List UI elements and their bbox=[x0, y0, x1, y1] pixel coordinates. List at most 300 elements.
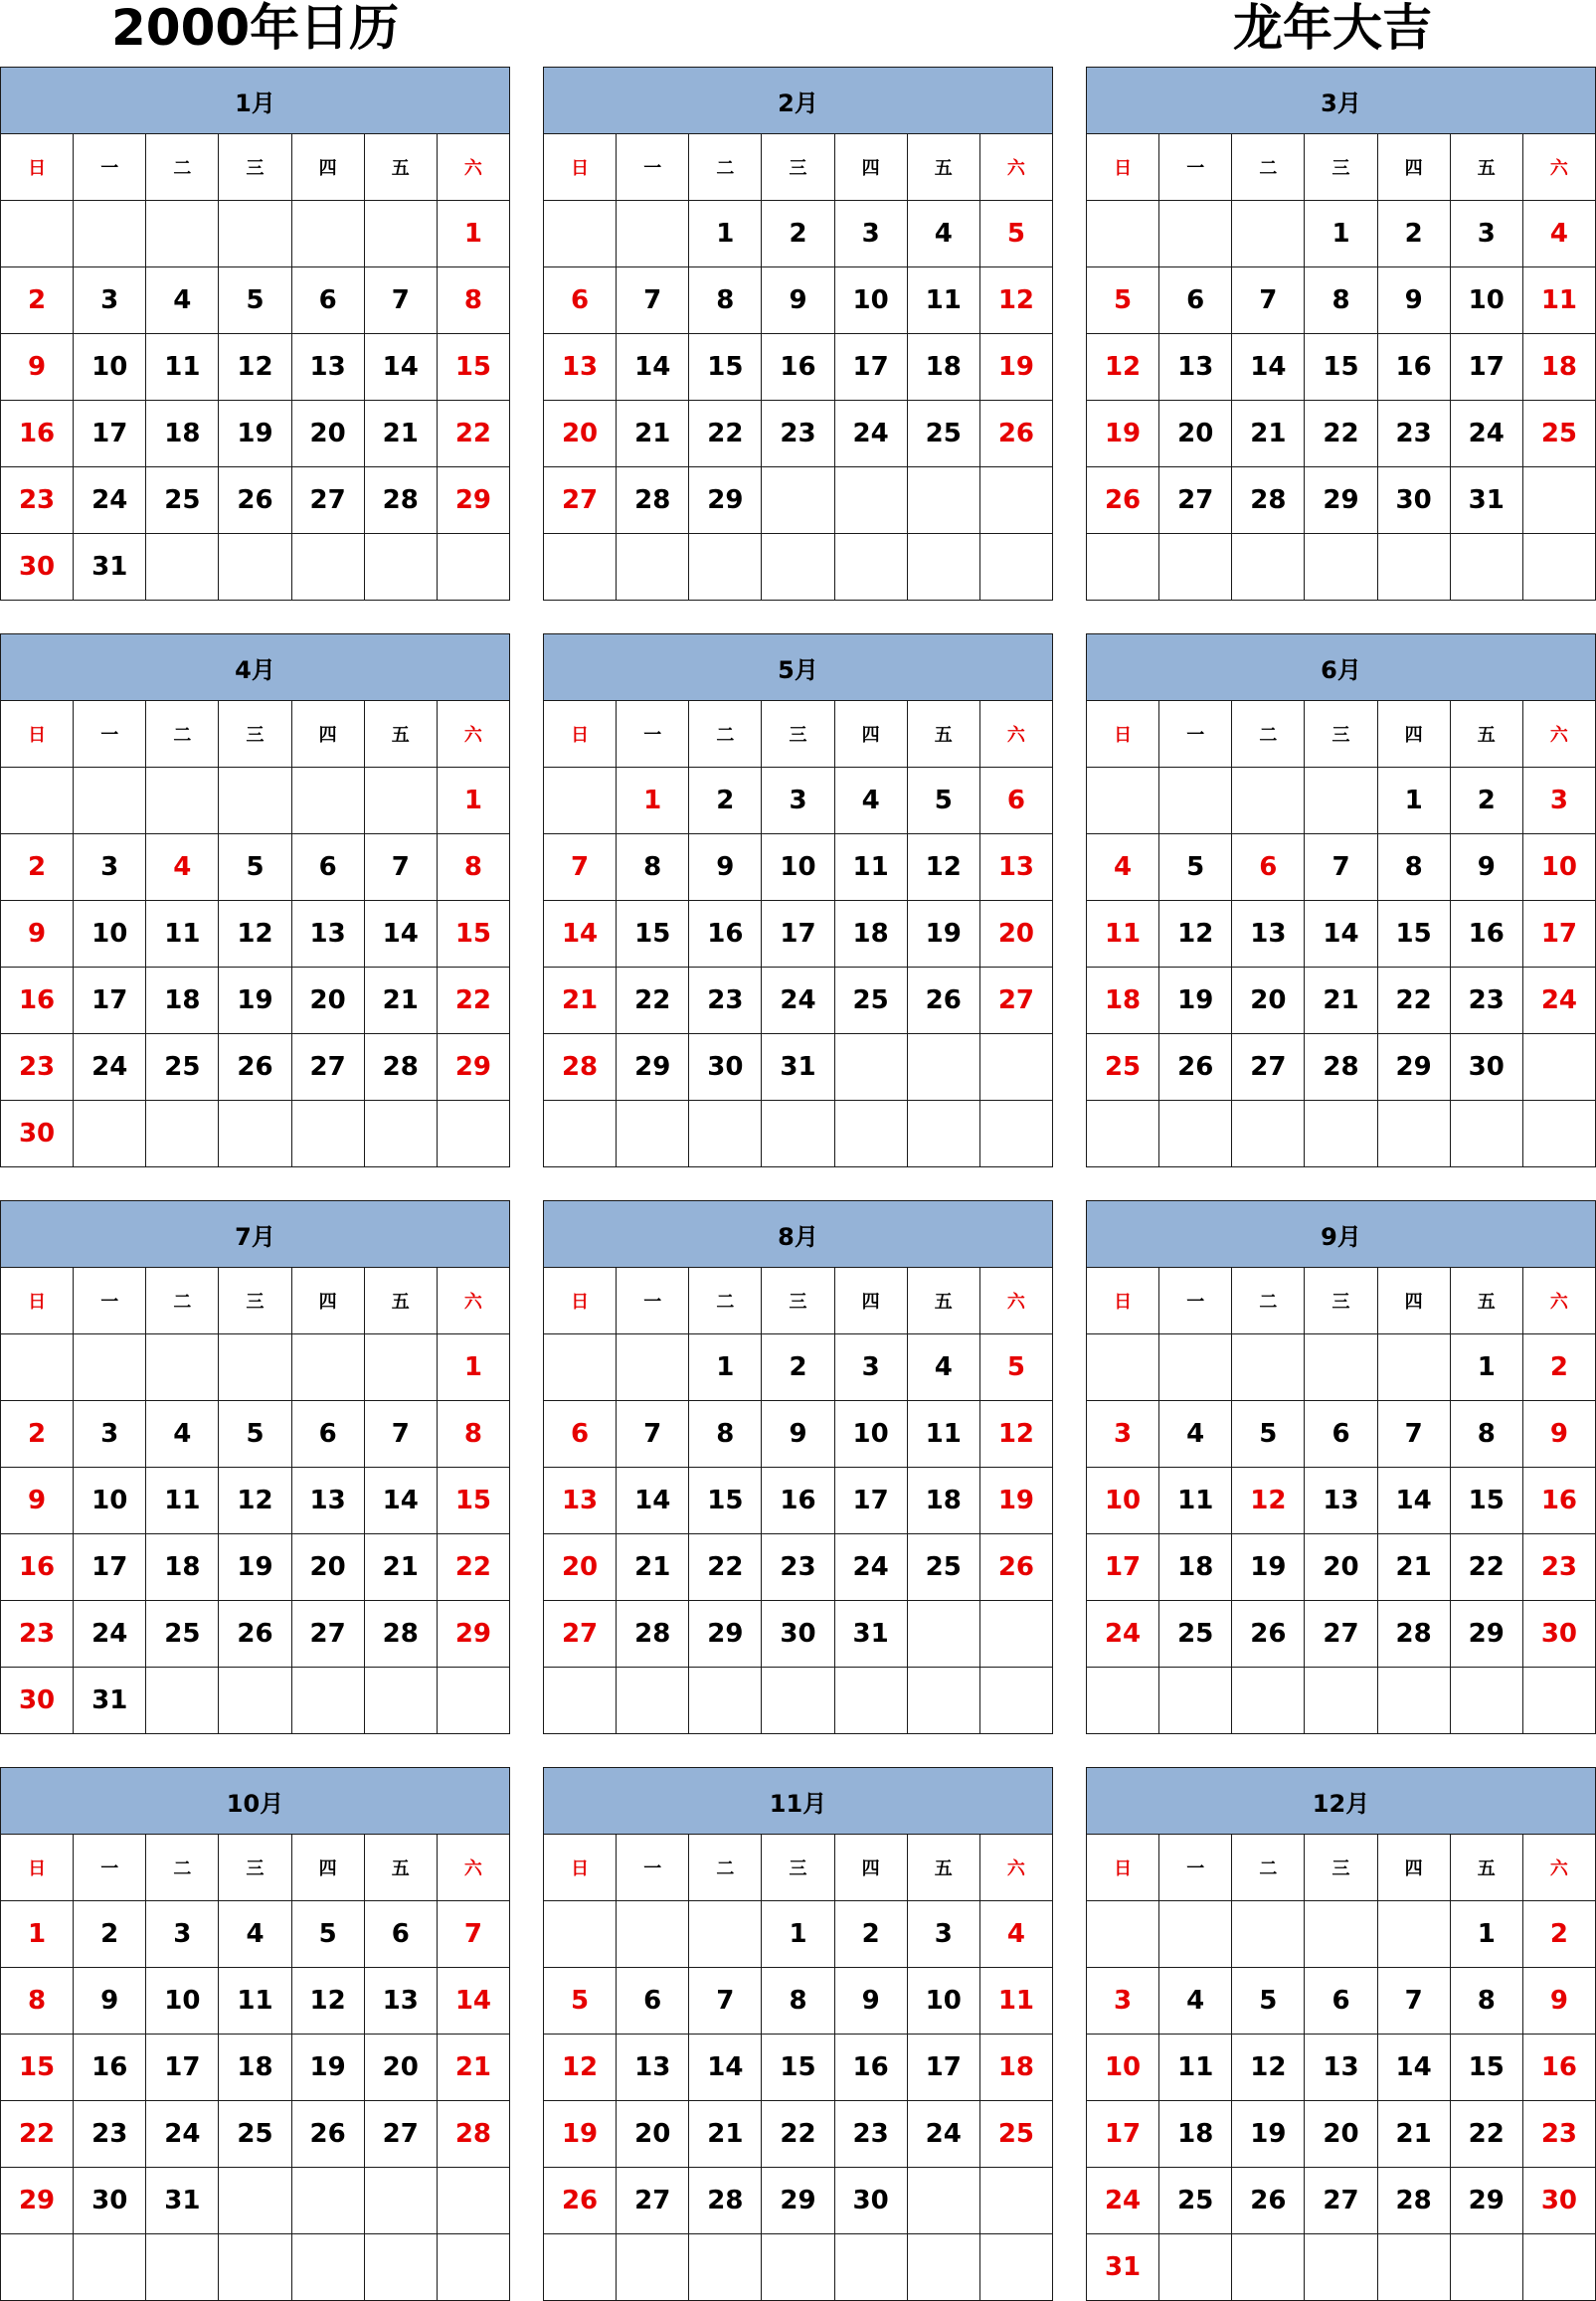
empty-cell bbox=[1232, 1334, 1305, 1401]
weekday-label: 一 bbox=[1159, 701, 1232, 768]
day-cell: 12 bbox=[1232, 2035, 1305, 2101]
weekday-label: 五 bbox=[907, 1268, 979, 1334]
day-cell: 12 bbox=[979, 1401, 1052, 1468]
month-table bbox=[0, 1200, 510, 1734]
day-cell: 18 bbox=[219, 2035, 291, 2101]
day-cell: 10 bbox=[74, 901, 146, 968]
weekday-label: 三 bbox=[219, 1835, 291, 1901]
day-cell: 9 bbox=[834, 1968, 907, 2035]
weekday-label: 六 bbox=[979, 1268, 1052, 1334]
day-cell: 18 bbox=[146, 968, 219, 1034]
day-cell: 5 bbox=[291, 1901, 364, 1968]
day-cell: 1 bbox=[1450, 1901, 1522, 1968]
empty-cell bbox=[1377, 1334, 1450, 1401]
weekday-label: 五 bbox=[907, 1835, 979, 1901]
month-calendar bbox=[0, 1767, 510, 2297]
day-cell: 24 bbox=[74, 1601, 146, 1668]
day-cell: 3 bbox=[834, 1334, 907, 1401]
empty-cell bbox=[689, 1901, 762, 1968]
day-cell: 25 bbox=[146, 1034, 219, 1101]
day-cell: 3 bbox=[1522, 768, 1595, 834]
day-cell: 17 bbox=[74, 1534, 146, 1601]
month-table bbox=[1086, 1767, 1596, 2301]
day-cell: 15 bbox=[437, 1468, 509, 1534]
day-cell: 26 bbox=[1159, 1034, 1232, 1101]
month-table bbox=[1086, 633, 1596, 1167]
day-cell: 21 bbox=[437, 2035, 509, 2101]
day-cell: 23 bbox=[689, 968, 762, 1034]
day-cell: 15 bbox=[437, 334, 509, 401]
month-table bbox=[543, 633, 1053, 1167]
month-header: 3月 bbox=[1087, 68, 1596, 134]
day-cell: 5 bbox=[979, 201, 1052, 267]
day-cell: 22 bbox=[437, 401, 509, 467]
weekday-label: 二 bbox=[146, 134, 219, 201]
empty-cell bbox=[907, 1601, 979, 1668]
empty-cell bbox=[544, 534, 617, 601]
day-cell: 23 bbox=[1522, 1534, 1595, 1601]
empty-cell bbox=[1159, 201, 1232, 267]
weekday-label: 二 bbox=[689, 1268, 762, 1334]
day-cell: 6 bbox=[1232, 834, 1305, 901]
weekday-label: 三 bbox=[1305, 1268, 1377, 1334]
day-cell: 5 bbox=[1087, 267, 1159, 334]
day-cell: 1 bbox=[437, 768, 509, 834]
day-cell: 29 bbox=[689, 1601, 762, 1668]
day-cell: 9 bbox=[1, 901, 74, 968]
weekday-label: 六 bbox=[979, 134, 1052, 201]
empty-cell bbox=[364, 201, 437, 267]
day-cell: 14 bbox=[1232, 334, 1305, 401]
day-cell: 9 bbox=[1377, 267, 1450, 334]
day-cell: 2 bbox=[689, 768, 762, 834]
day-cell: 2 bbox=[762, 1334, 834, 1401]
day-cell: 27 bbox=[291, 467, 364, 534]
day-cell: 27 bbox=[291, 1034, 364, 1101]
day-cell: 22 bbox=[1, 2101, 74, 2168]
day-cell: 17 bbox=[74, 401, 146, 467]
day-cell: 5 bbox=[219, 267, 291, 334]
day-cell: 8 bbox=[1, 1968, 74, 2035]
day-cell: 22 bbox=[1450, 1534, 1522, 1601]
day-cell: 27 bbox=[617, 2168, 689, 2234]
empty-cell bbox=[1232, 768, 1305, 834]
empty-cell bbox=[291, 201, 364, 267]
day-cell: 23 bbox=[1, 1601, 74, 1668]
empty-cell bbox=[834, 467, 907, 534]
empty-cell bbox=[1232, 2234, 1305, 2301]
empty-cell bbox=[146, 201, 219, 267]
weekday-label: 五 bbox=[907, 701, 979, 768]
day-cell: 28 bbox=[364, 467, 437, 534]
day-cell: 2 bbox=[1, 834, 74, 901]
day-cell: 14 bbox=[689, 2035, 762, 2101]
day-cell: 2 bbox=[834, 1901, 907, 1968]
month-table bbox=[543, 1200, 1053, 1734]
weekday-label: 一 bbox=[1159, 134, 1232, 201]
day-cell: 15 bbox=[689, 334, 762, 401]
weekday-label: 一 bbox=[74, 1835, 146, 1901]
weekday-label: 二 bbox=[146, 1835, 219, 1901]
day-cell: 27 bbox=[544, 1601, 617, 1668]
day-cell: 19 bbox=[1159, 968, 1232, 1034]
day-cell: 24 bbox=[762, 968, 834, 1034]
empty-cell bbox=[437, 1101, 509, 1167]
empty-cell bbox=[1159, 1334, 1232, 1401]
day-cell: 9 bbox=[1, 334, 74, 401]
day-cell: 22 bbox=[689, 1534, 762, 1601]
day-cell: 8 bbox=[437, 834, 509, 901]
weekday-label: 四 bbox=[834, 701, 907, 768]
empty-cell bbox=[834, 534, 907, 601]
day-cell: 22 bbox=[1377, 968, 1450, 1034]
day-cell: 10 bbox=[1522, 834, 1595, 901]
empty-cell bbox=[364, 2168, 437, 2234]
month-calendar bbox=[0, 633, 510, 1163]
day-cell: 7 bbox=[364, 267, 437, 334]
day-cell: 24 bbox=[1450, 401, 1522, 467]
day-cell: 24 bbox=[74, 467, 146, 534]
empty-cell bbox=[291, 1334, 364, 1401]
day-cell: 7 bbox=[617, 1401, 689, 1468]
day-cell: 31 bbox=[146, 2168, 219, 2234]
weekday-label: 二 bbox=[689, 134, 762, 201]
day-cell: 16 bbox=[74, 2035, 146, 2101]
weekday-label: 四 bbox=[1377, 701, 1450, 768]
weekday-label: 三 bbox=[219, 701, 291, 768]
day-cell: 7 bbox=[364, 834, 437, 901]
day-cell: 14 bbox=[1305, 901, 1377, 968]
day-cell: 22 bbox=[617, 968, 689, 1034]
empty-cell bbox=[219, 768, 291, 834]
day-cell: 24 bbox=[146, 2101, 219, 2168]
empty-cell bbox=[364, 1334, 437, 1401]
day-cell: 2 bbox=[1, 267, 74, 334]
empty-cell bbox=[1087, 768, 1159, 834]
day-cell: 17 bbox=[834, 334, 907, 401]
day-cell: 1 bbox=[689, 201, 762, 267]
day-cell: 4 bbox=[979, 1901, 1052, 1968]
empty-cell bbox=[1087, 534, 1159, 601]
day-cell: 23 bbox=[1377, 401, 1450, 467]
empty-cell bbox=[219, 2234, 291, 2301]
day-cell: 19 bbox=[544, 2101, 617, 2168]
month-calendar bbox=[543, 1767, 1053, 2297]
empty-cell bbox=[1522, 1101, 1595, 1167]
day-cell: 19 bbox=[291, 2035, 364, 2101]
empty-cell bbox=[907, 1034, 979, 1101]
weekday-label: 日 bbox=[1, 1268, 74, 1334]
weekday-label: 一 bbox=[617, 1268, 689, 1334]
day-cell: 9 bbox=[762, 1401, 834, 1468]
day-cell: 15 bbox=[437, 901, 509, 968]
weekday-label: 五 bbox=[364, 1268, 437, 1334]
day-cell: 29 bbox=[1, 2168, 74, 2234]
day-cell: 1 bbox=[689, 1334, 762, 1401]
empty-cell bbox=[219, 201, 291, 267]
month-header: 4月 bbox=[1, 634, 510, 701]
day-cell: 26 bbox=[1232, 2168, 1305, 2234]
day-cell: 2 bbox=[1, 1401, 74, 1468]
empty-cell bbox=[437, 534, 509, 601]
day-cell: 7 bbox=[1305, 834, 1377, 901]
day-cell: 13 bbox=[979, 834, 1052, 901]
day-cell: 15 bbox=[689, 1468, 762, 1534]
weekday-label: 三 bbox=[1305, 1835, 1377, 1901]
weekday-label: 六 bbox=[437, 1268, 509, 1334]
empty-cell bbox=[1522, 1668, 1595, 1734]
day-cell: 7 bbox=[1377, 1968, 1450, 2035]
weekday-label: 日 bbox=[1, 134, 74, 201]
day-cell: 10 bbox=[907, 1968, 979, 2035]
day-cell: 20 bbox=[1305, 1534, 1377, 1601]
day-cell: 29 bbox=[1305, 467, 1377, 534]
empty-cell bbox=[1232, 201, 1305, 267]
weekday-label: 二 bbox=[1232, 134, 1305, 201]
day-cell: 21 bbox=[544, 968, 617, 1034]
day-cell: 30 bbox=[1450, 1034, 1522, 1101]
month-calendar bbox=[1086, 1767, 1596, 2297]
month-calendar bbox=[543, 633, 1053, 1163]
day-cell: 10 bbox=[834, 1401, 907, 1468]
day-cell: 26 bbox=[1087, 467, 1159, 534]
day-cell: 6 bbox=[364, 1901, 437, 1968]
day-cell: 7 bbox=[1232, 267, 1305, 334]
day-cell: 19 bbox=[1087, 401, 1159, 467]
day-cell: 30 bbox=[834, 2168, 907, 2234]
day-cell: 1 bbox=[437, 1334, 509, 1401]
day-cell: 2 bbox=[1522, 1901, 1595, 1968]
day-cell: 9 bbox=[1522, 1401, 1595, 1468]
empty-cell bbox=[1377, 2234, 1450, 2301]
day-cell: 10 bbox=[762, 834, 834, 901]
weekday-label: 一 bbox=[74, 701, 146, 768]
weekday-label: 五 bbox=[364, 701, 437, 768]
day-cell: 5 bbox=[219, 834, 291, 901]
weekday-label: 四 bbox=[291, 701, 364, 768]
day-cell: 18 bbox=[834, 901, 907, 968]
weekday-label: 一 bbox=[74, 1268, 146, 1334]
day-cell: 25 bbox=[219, 2101, 291, 2168]
day-cell: 12 bbox=[979, 267, 1052, 334]
weekday-label: 六 bbox=[437, 134, 509, 201]
day-cell: 13 bbox=[291, 1468, 364, 1534]
empty-cell bbox=[146, 1334, 219, 1401]
month-calendar bbox=[1086, 1200, 1596, 1730]
day-cell: 1 bbox=[437, 201, 509, 267]
day-cell: 25 bbox=[907, 1534, 979, 1601]
weekday-label: 日 bbox=[1087, 1835, 1159, 1901]
empty-cell bbox=[544, 1901, 617, 1968]
empty-cell bbox=[762, 1668, 834, 1734]
day-cell: 14 bbox=[437, 1968, 509, 2035]
day-cell: 14 bbox=[364, 334, 437, 401]
day-cell: 23 bbox=[1450, 968, 1522, 1034]
day-cell: 24 bbox=[74, 1034, 146, 1101]
empty-cell bbox=[1522, 467, 1595, 534]
day-cell: 9 bbox=[1522, 1968, 1595, 2035]
day-cell: 20 bbox=[544, 401, 617, 467]
day-cell: 5 bbox=[907, 768, 979, 834]
day-cell: 28 bbox=[1377, 2168, 1450, 2234]
weekday-label: 三 bbox=[762, 1268, 834, 1334]
month-calendar bbox=[0, 1200, 510, 1730]
day-cell: 29 bbox=[689, 467, 762, 534]
day-cell: 29 bbox=[1377, 1034, 1450, 1101]
day-cell: 17 bbox=[834, 1468, 907, 1534]
day-cell: 22 bbox=[1450, 2101, 1522, 2168]
empty-cell bbox=[1450, 534, 1522, 601]
day-cell: 1 bbox=[1305, 201, 1377, 267]
day-cell: 22 bbox=[437, 968, 509, 1034]
day-cell: 8 bbox=[762, 1968, 834, 2035]
day-cell: 18 bbox=[907, 334, 979, 401]
day-cell: 3 bbox=[834, 201, 907, 267]
empty-cell bbox=[834, 1668, 907, 1734]
empty-cell bbox=[1087, 1668, 1159, 1734]
day-cell: 23 bbox=[74, 2101, 146, 2168]
day-cell: 25 bbox=[907, 401, 979, 467]
day-cell: 10 bbox=[74, 334, 146, 401]
day-cell: 16 bbox=[762, 334, 834, 401]
day-cell: 20 bbox=[364, 2035, 437, 2101]
weekday-label: 日 bbox=[544, 1268, 617, 1334]
day-cell: 11 bbox=[146, 334, 219, 401]
day-cell: 11 bbox=[907, 267, 979, 334]
day-cell: 18 bbox=[1159, 1534, 1232, 1601]
day-cell: 3 bbox=[1087, 1401, 1159, 1468]
empty-cell bbox=[1305, 1901, 1377, 1968]
day-cell: 8 bbox=[1450, 1401, 1522, 1468]
empty-cell bbox=[1377, 1668, 1450, 1734]
day-cell: 22 bbox=[437, 1534, 509, 1601]
day-cell: 3 bbox=[74, 834, 146, 901]
empty-cell bbox=[364, 768, 437, 834]
empty-cell bbox=[74, 2234, 146, 2301]
day-cell: 16 bbox=[1450, 901, 1522, 968]
weekday-label: 六 bbox=[1522, 701, 1595, 768]
day-cell: 27 bbox=[544, 467, 617, 534]
day-cell: 27 bbox=[1232, 1034, 1305, 1101]
day-cell: 26 bbox=[219, 467, 291, 534]
day-cell: 11 bbox=[1522, 267, 1595, 334]
month-calendar bbox=[1086, 67, 1596, 597]
day-cell: 16 bbox=[1522, 2035, 1595, 2101]
day-cell: 17 bbox=[1087, 2101, 1159, 2168]
empty-cell bbox=[1522, 1034, 1595, 1101]
day-cell: 5 bbox=[1232, 1968, 1305, 2035]
day-cell: 6 bbox=[1305, 1401, 1377, 1468]
day-cell: 6 bbox=[1159, 267, 1232, 334]
day-cell: 25 bbox=[1159, 2168, 1232, 2234]
weekday-label: 四 bbox=[1377, 1835, 1450, 1901]
day-cell: 30 bbox=[1522, 2168, 1595, 2234]
day-cell: 4 bbox=[1159, 1401, 1232, 1468]
month-calendar bbox=[543, 67, 1053, 597]
day-cell: 31 bbox=[74, 534, 146, 601]
empty-cell bbox=[1159, 2234, 1232, 2301]
day-cell: 25 bbox=[1087, 1034, 1159, 1101]
empty-cell bbox=[1, 1334, 74, 1401]
day-cell: 15 bbox=[762, 2035, 834, 2101]
day-cell: 29 bbox=[437, 1601, 509, 1668]
empty-cell bbox=[1305, 768, 1377, 834]
day-cell: 16 bbox=[1, 968, 74, 1034]
empty-cell bbox=[1, 2234, 74, 2301]
month-table bbox=[0, 1767, 510, 2301]
day-cell: 23 bbox=[762, 1534, 834, 1601]
weekday-label: 三 bbox=[219, 1268, 291, 1334]
day-cell: 12 bbox=[1087, 334, 1159, 401]
empty-cell bbox=[1232, 1668, 1305, 1734]
day-cell: 25 bbox=[1159, 1601, 1232, 1668]
weekday-label: 二 bbox=[689, 701, 762, 768]
empty-cell bbox=[1377, 534, 1450, 601]
day-cell: 10 bbox=[74, 1468, 146, 1534]
weekday-label: 五 bbox=[907, 134, 979, 201]
day-cell: 17 bbox=[762, 901, 834, 968]
day-cell: 8 bbox=[689, 267, 762, 334]
day-cell: 26 bbox=[291, 2101, 364, 2168]
empty-cell bbox=[1159, 534, 1232, 601]
day-cell: 6 bbox=[1305, 1968, 1377, 2035]
empty-cell bbox=[762, 467, 834, 534]
weekday-label: 三 bbox=[762, 701, 834, 768]
day-cell: 28 bbox=[1305, 1034, 1377, 1101]
weekday-label: 六 bbox=[979, 1835, 1052, 1901]
empty-cell bbox=[291, 534, 364, 601]
empty-cell bbox=[979, 1101, 1052, 1167]
empty-cell bbox=[689, 2234, 762, 2301]
day-cell: 7 bbox=[1377, 1401, 1450, 1468]
day-cell: 20 bbox=[979, 901, 1052, 968]
day-cell: 5 bbox=[219, 1401, 291, 1468]
day-cell: 3 bbox=[74, 1401, 146, 1468]
empty-cell bbox=[762, 1101, 834, 1167]
weekday-label: 一 bbox=[617, 701, 689, 768]
empty-cell bbox=[617, 1101, 689, 1167]
day-cell: 28 bbox=[1232, 467, 1305, 534]
weekday-label: 三 bbox=[1305, 134, 1377, 201]
empty-cell bbox=[617, 534, 689, 601]
empty-cell bbox=[1232, 534, 1305, 601]
empty-cell bbox=[291, 1101, 364, 1167]
day-cell: 30 bbox=[1, 534, 74, 601]
empty-cell bbox=[907, 1101, 979, 1167]
empty-cell bbox=[74, 1334, 146, 1401]
empty-cell bbox=[689, 534, 762, 601]
weekday-label: 五 bbox=[1450, 1835, 1522, 1901]
day-cell: 21 bbox=[617, 401, 689, 467]
day-cell: 9 bbox=[762, 267, 834, 334]
month-header: 6月 bbox=[1087, 634, 1596, 701]
empty-cell bbox=[146, 768, 219, 834]
empty-cell bbox=[146, 2234, 219, 2301]
day-cell: 20 bbox=[617, 2101, 689, 2168]
day-cell: 30 bbox=[74, 2168, 146, 2234]
day-cell: 2 bbox=[74, 1901, 146, 1968]
weekday-label: 四 bbox=[1377, 1268, 1450, 1334]
day-cell: 4 bbox=[834, 768, 907, 834]
empty-cell bbox=[544, 1334, 617, 1401]
day-cell: 26 bbox=[544, 2168, 617, 2234]
day-cell: 5 bbox=[979, 1334, 1052, 1401]
weekday-label: 四 bbox=[291, 1268, 364, 1334]
day-cell: 11 bbox=[834, 834, 907, 901]
day-cell: 25 bbox=[146, 1601, 219, 1668]
empty-cell bbox=[1450, 2234, 1522, 2301]
day-cell: 19 bbox=[219, 401, 291, 467]
